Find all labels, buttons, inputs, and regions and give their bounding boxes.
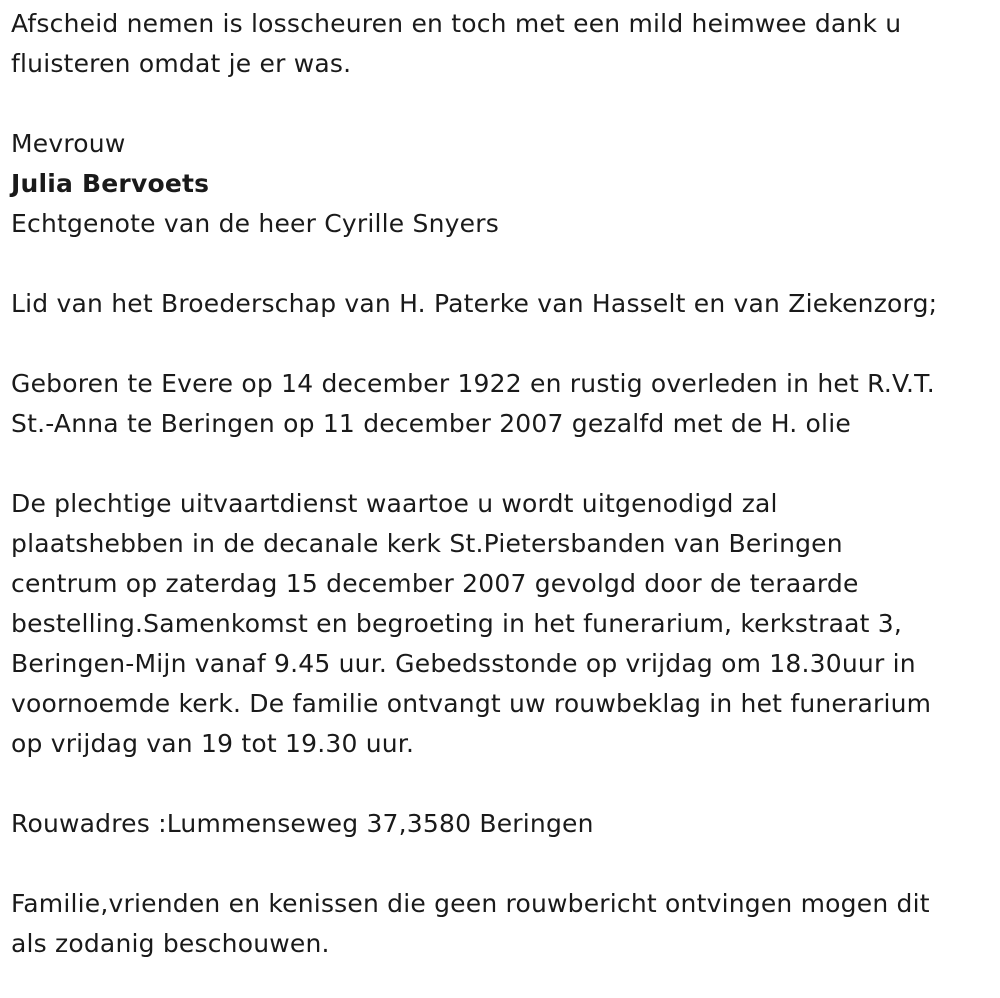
birth-death-line-1: Geboren te Evere op 14 december 1922 en rustig overleden in het R.V.T. (11, 369, 935, 398)
funeral-line-3: centrum op zaterdag 15 december 2007 gevolgd door de teraarde (11, 569, 859, 598)
obituary-document (11, 4, 996, 964)
funeral-line-7: op vrijdag van 19 tot 19.30 uur. (11, 729, 415, 758)
spacer (11, 84, 996, 124)
funeral-line-5: Beringen-Mijn vanaf 9.45 uur. Gebedsstonde op vrijdag om 18.30uur in (11, 649, 916, 678)
funeral-line-1: De plechtige uitvaartdienst waartoe u wordt uitgenodigd zal (11, 489, 778, 518)
spouse-line: Echtgenote van de heer Cyrille Snyers (11, 209, 499, 238)
spacer (11, 324, 996, 364)
quote-line-2: fluisteren omdat je er was. (11, 49, 352, 78)
closing-line-1: Familie,vrienden en kenissen die geen rouwbericht ontvingen mogen dit (11, 889, 930, 918)
spacer (11, 764, 996, 804)
closing-line-2: als zodanig beschouwen. (11, 929, 330, 958)
spacer (11, 244, 996, 284)
birth-death-line-2: St.-Anna te Beringen op 11 december 2007 gezalfd met de H. olie (11, 409, 851, 438)
spacer (11, 444, 996, 484)
funeral-line-6: voornoemde kerk. De familie ontvangt uw rouwbeklag in het funerarium (11, 689, 932, 718)
mourning-address: Rouwadres :Lummenseweg 37,3580 Beringen (11, 809, 594, 838)
funeral-line-4: bestelling.Samenkomst en begroeting in het funerarium, kerkstraat 3, (11, 609, 903, 638)
spacer (11, 844, 996, 884)
deceased-name: Julia Bervoets (11, 169, 210, 198)
membership-line: Lid van het Broederschap van H. Paterke van Hasselt en van Ziekenzorg; (11, 289, 938, 318)
quote-line-1: Afscheid nemen is losscheuren en toch met een mild heimwee dank u (11, 9, 902, 38)
honorific-title: Mevrouw (11, 129, 126, 158)
funeral-line-2: plaatshebben in de decanale kerk St.Pietersbanden van Beringen (11, 529, 843, 558)
